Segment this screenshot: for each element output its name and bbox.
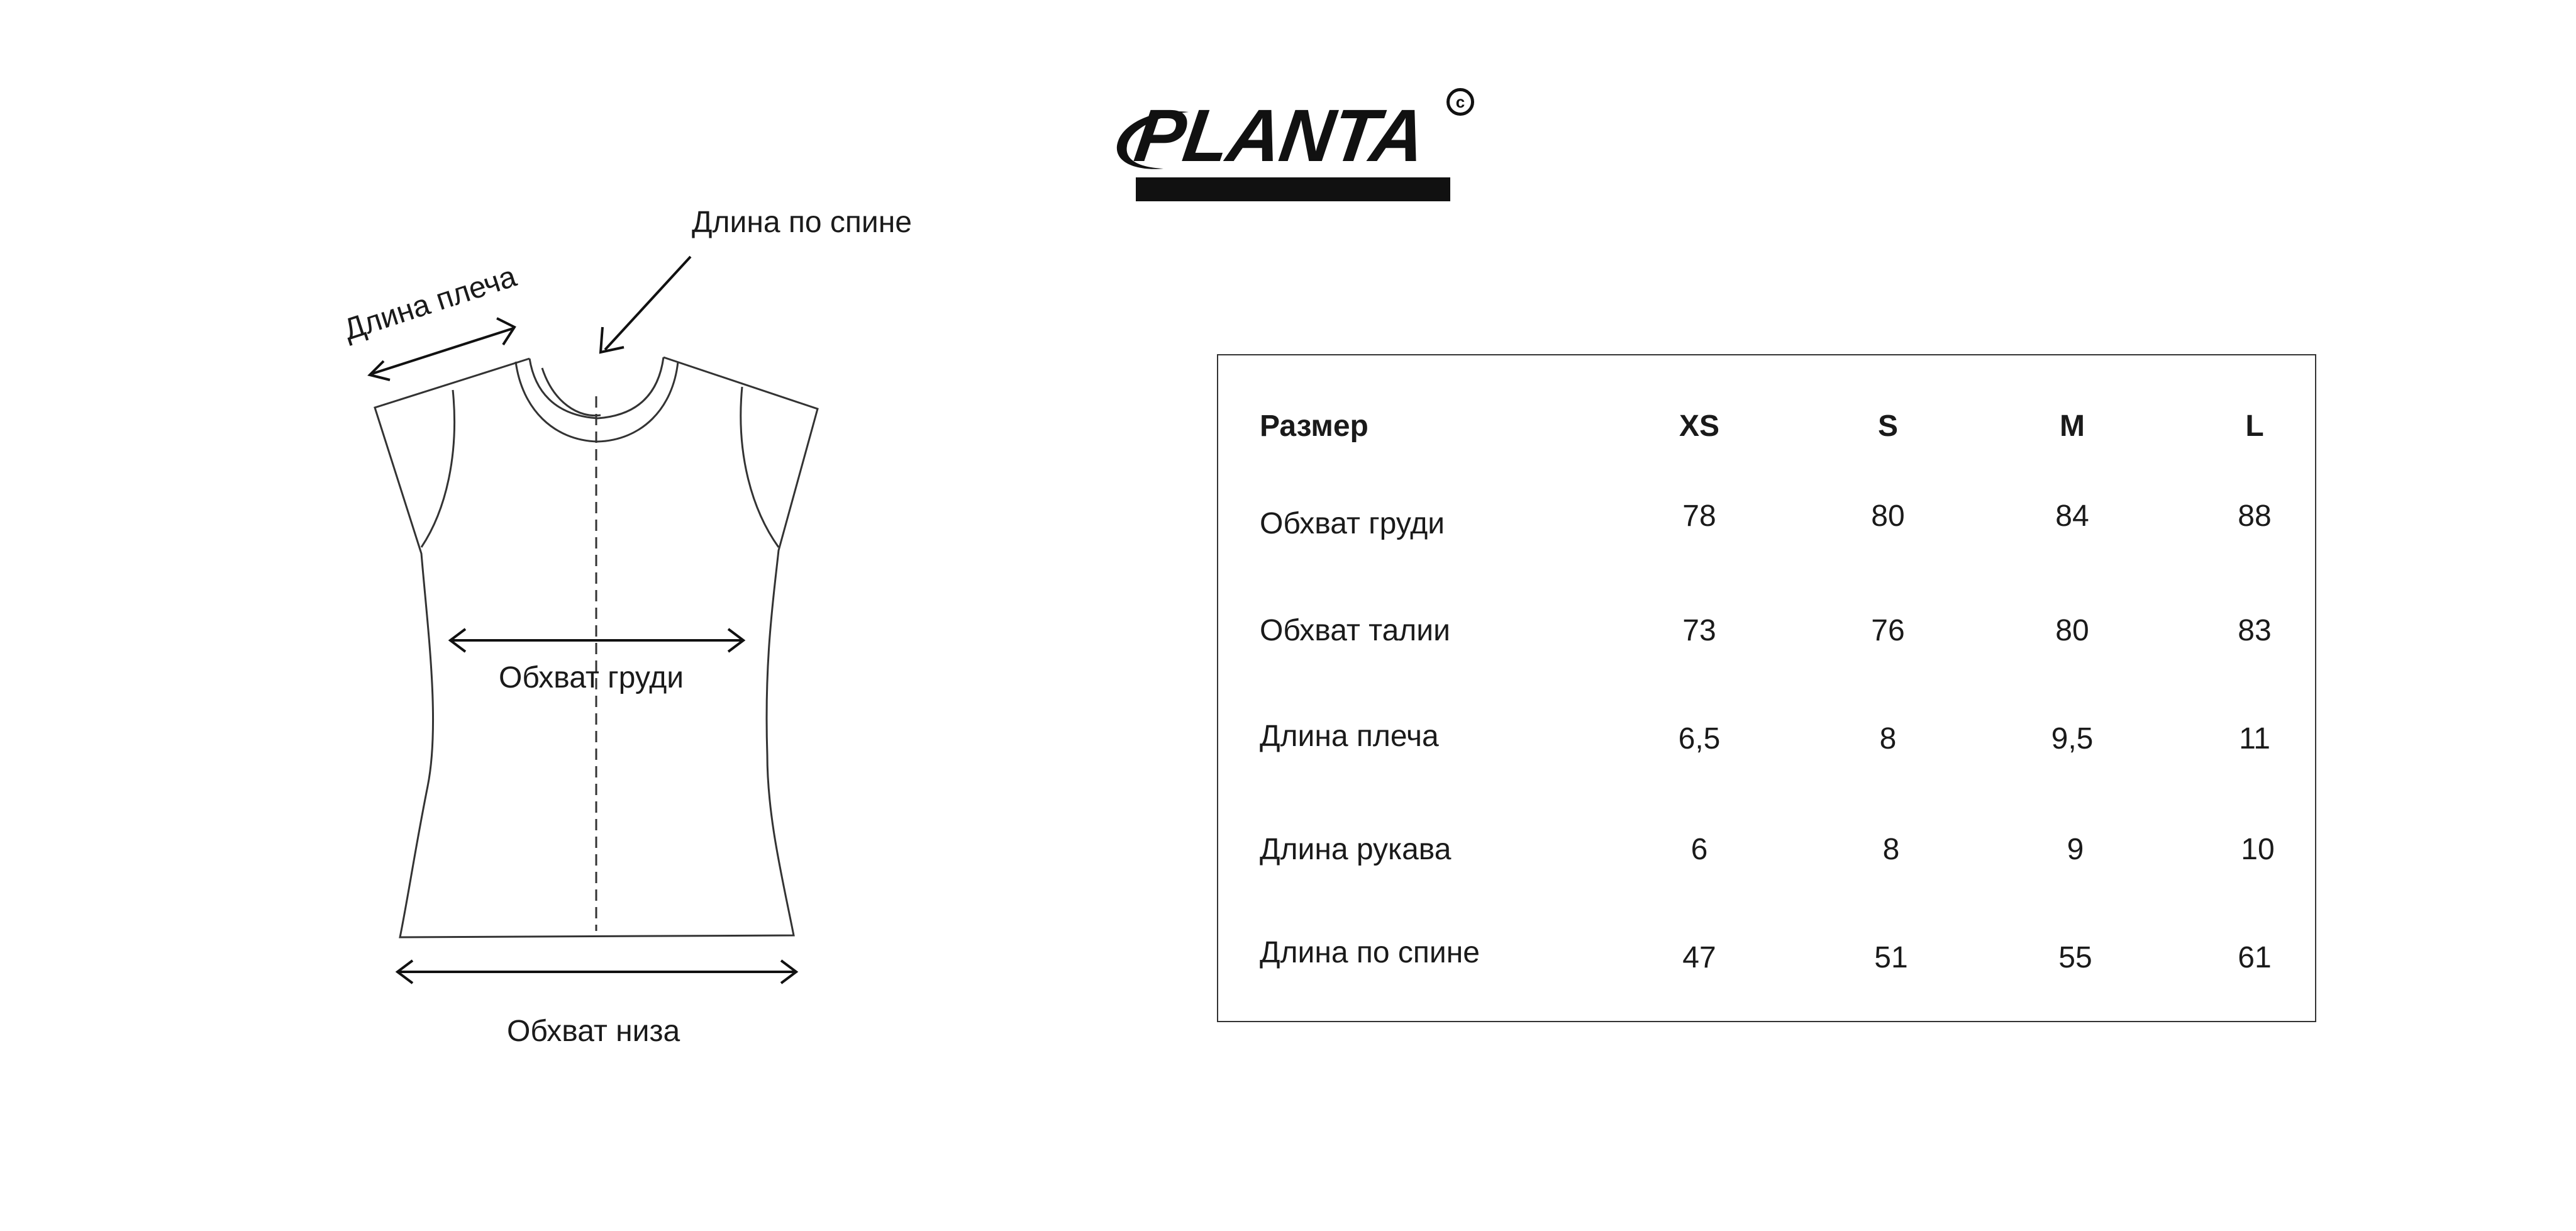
cell-value: 9	[2067, 833, 2084, 866]
table-row	[1218, 721, 2315, 772]
cell-value: 51	[1874, 941, 1908, 974]
cell-value: 76	[1871, 614, 1905, 647]
size-col-m: M	[2060, 409, 2085, 443]
cell-value: 61	[2238, 941, 2272, 974]
row-label: Длина по спине	[1260, 936, 1480, 969]
table-header-row	[1218, 409, 2315, 459]
size-col-s: S	[1877, 409, 1898, 443]
size-col-xs: XS	[1679, 409, 1720, 443]
row-label: Обхват талии	[1260, 614, 1450, 647]
cell-value: 55	[2058, 941, 2092, 974]
cell-value: 83	[2238, 614, 2272, 647]
cell-value: 8	[1879, 722, 1897, 755]
size-table	[1217, 354, 2316, 1022]
back-length-label: Длина по спине	[692, 206, 912, 239]
table-row	[1218, 936, 2315, 991]
cell-value: 10	[2241, 833, 2275, 866]
cell-value: 78	[1682, 499, 1716, 533]
table-row	[1218, 499, 2315, 549]
row-label: Обхват груди	[1260, 507, 1445, 540]
cell-value: 84	[2055, 499, 2089, 533]
row-label: Длина плеча	[1260, 720, 1439, 753]
size-header-label: Размер	[1260, 409, 1368, 443]
cell-value: 47	[1682, 941, 1716, 974]
cell-value: 6,5	[1678, 722, 1721, 755]
size-col-l: L	[2245, 409, 2264, 443]
cell-value: 73	[1682, 614, 1716, 647]
shoulder-length-label: Длина плеча	[340, 259, 521, 347]
cell-value: 80	[2055, 614, 2089, 647]
table-row	[1218, 832, 2315, 883]
cell-value: 9,5	[2051, 722, 2094, 755]
hem-label: Обхват низа	[507, 1015, 680, 1048]
tshirt-outline	[0, 0, 943, 1132]
cell-value: 80	[1871, 499, 1905, 533]
table-row	[1218, 613, 2315, 664]
logo-wordmark: PLANTA	[1130, 94, 1430, 177]
logo-underline-bar	[1136, 177, 1450, 201]
garment-diagram	[0, 0, 943, 1132]
cell-value: 6	[1690, 833, 1708, 866]
copyright-mark: c	[1446, 88, 1474, 116]
cell-value: 8	[1882, 833, 1900, 866]
cell-value: 88	[2238, 499, 2272, 533]
brand-logo	[1113, 88, 1478, 214]
chest-label: Обхват груди	[499, 661, 684, 694]
cell-value: 11	[2239, 722, 2270, 755]
row-label: Длина рукава	[1260, 833, 1452, 866]
